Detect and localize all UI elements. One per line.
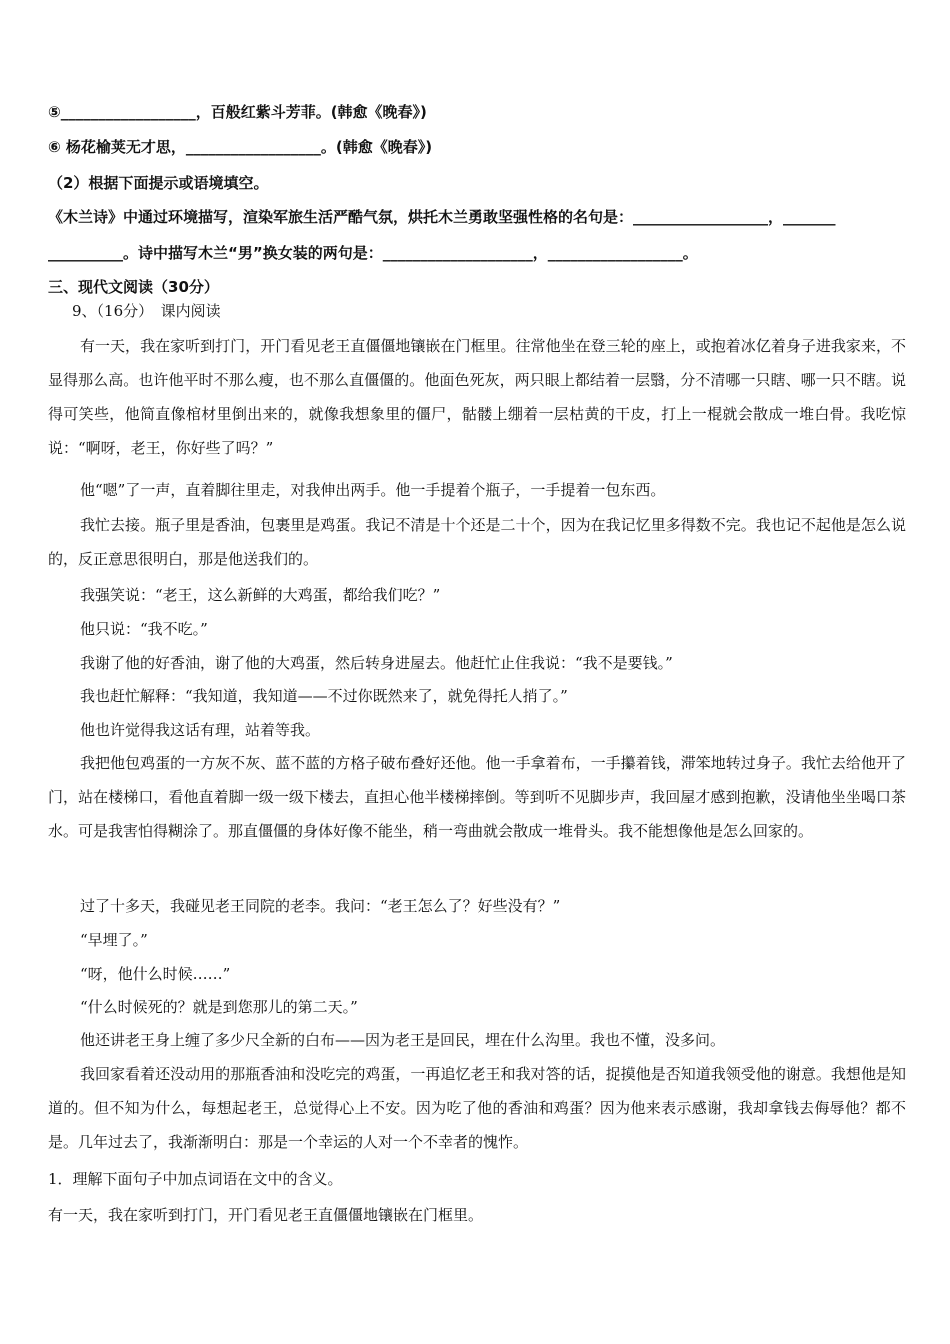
poetry-line-5: ⑤__________________，百般红紫斗芳菲。(韩愈《晚春》) [48,103,427,121]
passage-paragraph-9: 我把他包鸡蛋的一方灰不灰、蓝不蓝的方格子破布叠好还他。他一手拿着布，一手攥着钱，滞笨地转过身子。我忙去给他开了门，站在楼梯口，看他直着脚一级一级下楼去，直担心他半楼梯摔倒。等到听不见脚步声，我回屋才感到抱歉，没请他坐坐喝口茶水。可是我害怕得糊涂了。那直僵僵的身体好像不能坐，稍一弯曲就会散成一堆骨头。我不能想像他是怎么回家的。 [48,754,906,840]
passage-paragraph-15: 我回家看着还没动用的那瓶香油和没吃完的鸡蛋，一再追忆老王和我对答的话，捉摸他是否知道我领受他的谢意。我想他是知道的。但不知为什么，每想起老王，总觉得心上不安。因为吃了他的香油和鸡蛋？因为他来表示感谢，我却拿钱去侮辱他？都不是。几年过去了，我渐渐明白：那是一个幸运的人对一个不幸者的愧怍。 [48,1065,906,1151]
passage-paragraph-6: 我谢了他的好香油，谢了他的大鸡蛋，然后转身进屋去。他赶忙止住我说：“我不是要钱。” [80,654,673,672]
passage-paragraph-2: 他“嗯”了一声，直着脚往里走，对我伸出两手。他一手提着个瓶子，一手提着一包东西。 [80,481,666,499]
question-1-sentence: 有一天，我在家听到打门，开门看见老王直僵僵地镶嵌在门框里。 [48,1206,484,1224]
passage-paragraph-8: 他也许觉得我这话有理，站着等我。 [80,721,321,739]
sub-question-2-heading: （2）根据下面提示或语境填空。 [48,174,269,192]
poetry-line-6: ⑥ 杨花榆荚无才思，__________________。(韩愈《晚春》) [48,138,433,156]
passage-paragraph-11: “早埋了。” [80,931,148,949]
mulan-question-line-1: 《木兰诗》中通过环境描写，渲染军旅生活严酷气氛，烘托木兰勇敢坚强性格的名句是：__________________，_______ [48,208,836,226]
passage-paragraph-10: 过了十多天，我碰见老王同院的老李。我问：“老王怎么了？好些没有？” [80,897,561,915]
question-1-prompt: 1．理解下面句子中加点词语在文中的含义。 [48,1170,343,1188]
passage-paragraph-1: 有一天，我在家听到打门，开门看见老王直僵僵地镶嵌在门框里。往常他坐在登三轮的座上，或抱着冰亿着身子进我家来，不显得那么高。也许他平时不那么瘦，也不那么直僵僵的。他面色死灰，两只眼上都结着一层翳，分不清哪一只瞎、哪一只不瞎。说得可笑些，他简直像棺材里倒出来的，就像我想象里的僵尸，骷髅上绷着一层枯黄的干皮，打上一棍就会散成一堆白骨。我吃惊说：“啊呀，老王，你好些了吗？” [48,337,906,457]
section-3-heading: 三、现代文阅读（30分） [48,278,219,296]
passage-paragraph-14: 他还讲老王身上缠了多少尺全新的白布——因为老王是回民，埋在什么沟里。我也不懂，没多问。 [80,1031,726,1049]
mulan-question-line-2: __________。诗中描写木兰“男”换女装的两句是：____________________，__________________。 [48,244,698,262]
passage-paragraph-4: 我强笑说：“老王，这么新鲜的大鸡蛋，都给我们吃？” [80,586,441,604]
question-9-label: 9、（16分） 课内阅读 [72,302,221,320]
passage-paragraph-13: “什么时候死的？就是到您那儿的第二天。” [80,998,358,1016]
passage-paragraph-5: 他只说：“我不吃。” [80,620,208,638]
passage-paragraph-7: 我也赶忙解释：“我知道，我知道——不过你既然来了，就免得托人捎了。” [80,687,568,705]
passage-paragraph-3: 我忙去接。瓶子里是香油，包裹里是鸡蛋。我记不清是十个还是二十个，因为在我记忆里多得数不完。我也记不起他是怎么说的，反正意思很明白，那是他送我们的。 [48,516,906,568]
passage-paragraph-12: “呀，他什么时候……” [80,965,231,983]
